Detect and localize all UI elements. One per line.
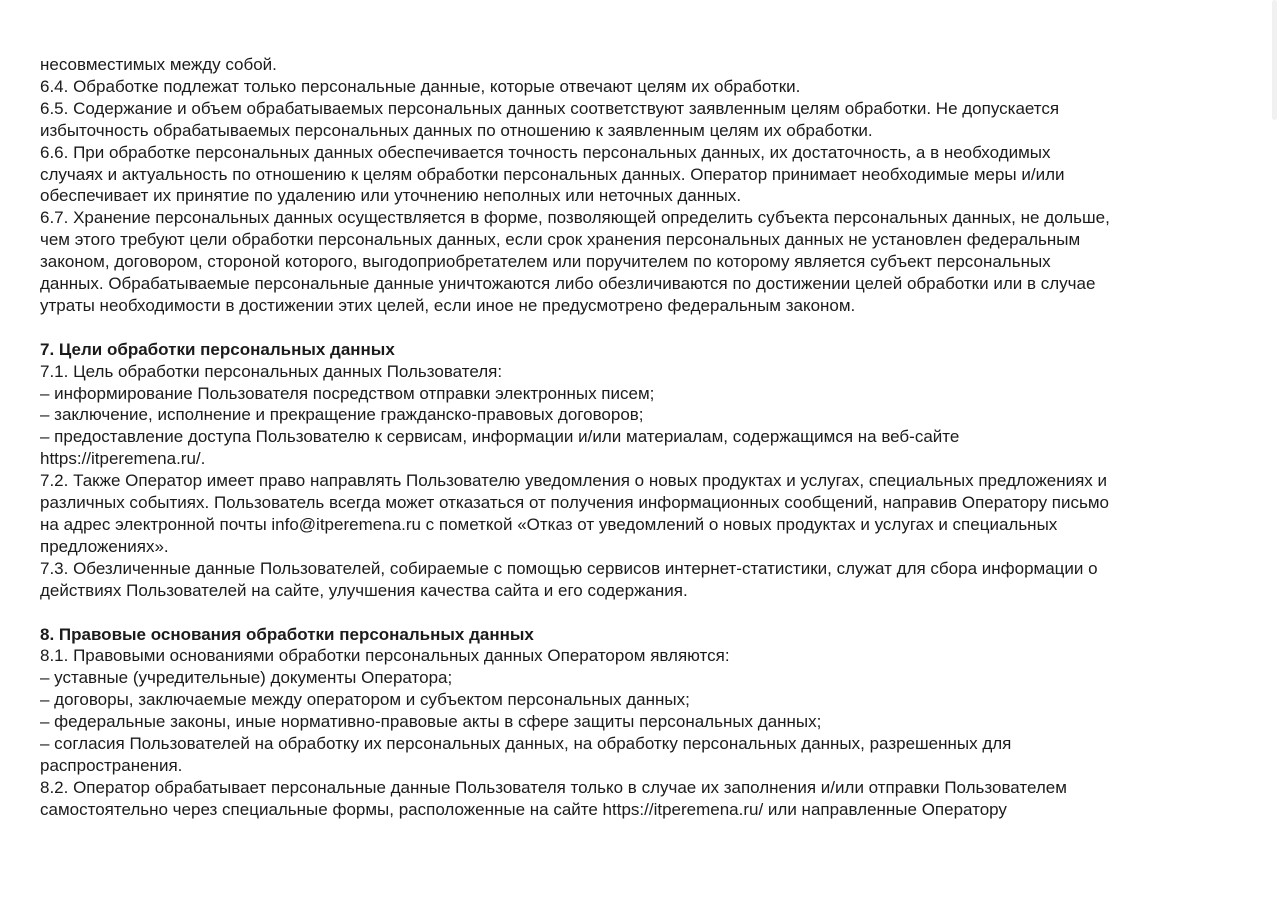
text-line: несовместимых между собой. bbox=[40, 55, 277, 74]
text-line: – информирование Пользователя посредством отправки электронных писем; bbox=[40, 383, 655, 403]
scrollbar-thumb[interactable] bbox=[1272, 0, 1277, 120]
text-line: различных событиях. Пользователь всегда может отказаться от получения информационных сообщений, направив Оператору письмо bbox=[40, 493, 1109, 513]
text-line: предложениях». bbox=[40, 536, 169, 556]
text-line: 6.7. Хранение персональных данных осуществляется в форме, позволяющей определить субъекта персональных данных, не дольше, bbox=[40, 208, 1110, 228]
section-6-text bbox=[40, 54, 1250, 317]
text-line: самостоятельно через специальные формы, расположенные на сайте https://itperemena.ru/ или направленные Оператору bbox=[40, 799, 1007, 819]
vertical-scrollbar[interactable] bbox=[1268, 0, 1280, 904]
text-line: 7.1. Цель обработки персональных данных Пользователя: bbox=[40, 361, 503, 381]
text-line: – согласия Пользователей на обработку их персональных данных, на обработку персональных данных, разрешенных для bbox=[40, 734, 1012, 754]
section-8 bbox=[40, 624, 1250, 821]
text-line: действиях Пользователей на сайте, улучшения качества сайта и его содержания. bbox=[40, 580, 688, 600]
text-line: – договоры, заключаемые между оператором и субъектом персональных данных; bbox=[40, 690, 690, 710]
text-line: – предоставление доступа Пользователю к сервисам, информации и/или материалам, содержащимся на веб-сайте bbox=[40, 427, 960, 447]
text-line: 7.3. Обезличенные данные Пользователей, собираемые с помощью сервисов интернет-статистики, служат для сбора информации о bbox=[40, 558, 1098, 578]
text-line: 8.2. Оператор обрабатывает персональные данные Пользователя только в случае их заполнения и/или отправки Пользователем bbox=[40, 777, 1067, 797]
text-line: чем этого требуют цели обработки персональных данных, если срок хранения персональных данных не установлен федеральным bbox=[40, 230, 1081, 250]
text-line: избыточность обрабатываемых персональных данных по отношению к заявленным целям их обработки. bbox=[40, 120, 873, 140]
text-line: 6.6. При обработке персональных данных обеспечивается точность персональных данных, их достаточность, а в необходимых bbox=[40, 142, 1051, 162]
text-line: случаях и актуальность по отношению к целям обработки персональных данных. Оператор принимает необходимые меры и/или bbox=[40, 164, 1065, 184]
text-line: 6.4. Обработке подлежат только персональные данные, которые отвечают целям их обработки. bbox=[40, 76, 801, 96]
text-line: – уставные (учредительные) документы Оператора; bbox=[40, 668, 453, 688]
text-line: данных. Обрабатываемые персональные данные уничтожаются либо обезличиваются по достижении целей обработки или в случае bbox=[40, 274, 1096, 294]
text-line: 6.5. Содержание и объем обрабатываемых персональных данных соответствуют заявленным целям обработки. Не допускается bbox=[40, 98, 1060, 118]
text-line: – заключение, исполнение и прекращение гражданско-правовых договоров; bbox=[40, 405, 644, 425]
text-line: утраты необходимости в достижении этих целей, если иное не предусмотрено федеральным законом. bbox=[40, 295, 856, 315]
text-line: распространения. bbox=[40, 755, 183, 775]
section-8-heading: 8. Правовые основания обработки персональных данных bbox=[40, 624, 534, 644]
text-line: на адрес электронной почты info@itperemena.ru с пометкой «Отказ от уведомлений о новых продуктах и услугах и специальных bbox=[40, 515, 1058, 535]
section-7-heading: 7. Цели обработки персональных данных bbox=[40, 339, 395, 359]
paragraph-gap bbox=[40, 317, 1250, 339]
document-body bbox=[40, 54, 1250, 821]
text-line: 8.1. Правовыми основаниями обработки персональных данных Оператором являются: bbox=[40, 646, 730, 666]
text-line: обеспечивает их принятие по удалению или уточнению неполных или неточных данных. bbox=[40, 186, 742, 206]
text-line: законом, договором, стороной которого, выгодоприобретателем или поручителем по которому является субъект персональных bbox=[40, 252, 1051, 272]
text-line: – федеральные законы, иные нормативно-правовые акты в сфере защиты персональных данных; bbox=[40, 712, 822, 732]
text-line: https://itperemena.ru/. bbox=[40, 449, 206, 469]
section-7 bbox=[40, 339, 1250, 602]
text-line: 7.2. Также Оператор имеет право направлять Пользователю уведомления о новых продуктах и услугах, специальных предложениях и bbox=[40, 471, 1108, 491]
paragraph-gap bbox=[40, 602, 1250, 624]
